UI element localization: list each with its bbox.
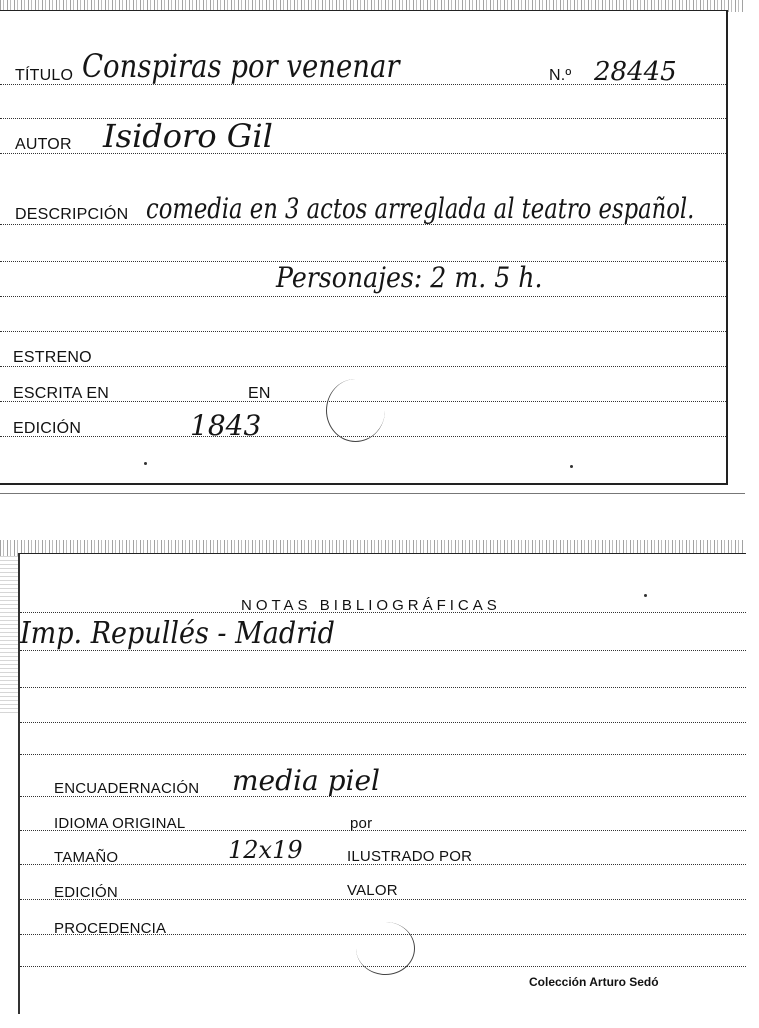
rule xyxy=(20,612,746,613)
descripcion-label: DESCRIPCIÓN xyxy=(15,206,129,223)
autor-value: Isidoro Gil xyxy=(103,117,273,155)
scan-noise-side xyxy=(0,556,18,716)
ilustrado-por-label: ILUSTRADO POR xyxy=(347,848,473,865)
en-label: EN xyxy=(248,385,271,402)
tamano-label: TAMAÑO xyxy=(54,849,119,866)
estreno-label: ESTRENO xyxy=(13,349,92,366)
edicion-label: EDICIÓN xyxy=(13,420,82,437)
numero-label: N.º xyxy=(549,67,572,84)
notas-value: Imp. Repullés - Madrid xyxy=(20,616,335,651)
catalog-card-bottom xyxy=(18,553,746,1014)
rule xyxy=(0,296,726,297)
rule xyxy=(20,722,746,723)
titulo-label: TÍTULO xyxy=(15,67,74,84)
rule xyxy=(20,650,746,651)
coleccion-footer: Colección Arturo Sedó xyxy=(529,975,659,989)
notas-title: NOTAS BIBLIOGRÁFICAS xyxy=(241,597,501,614)
personajes-value: Personajes: 2 m. 5 h. xyxy=(276,261,543,294)
scan-divider xyxy=(0,493,745,494)
tamano-value: 12x19 xyxy=(228,836,303,864)
titulo-value: Conspiras por venenar xyxy=(82,47,400,85)
escrita-en-label: ESCRITA EN xyxy=(13,385,109,402)
autor-label: AUTOR xyxy=(15,136,72,153)
edicion-value: 1843 xyxy=(190,409,262,442)
rule xyxy=(0,331,726,332)
catalog-card-top xyxy=(0,10,728,485)
descripcion-value: comedia en 3 actos arreglada al teatro español. xyxy=(146,192,695,225)
valor-label: VALOR xyxy=(347,882,398,899)
rule xyxy=(20,899,746,900)
numero-value: 28445 xyxy=(594,57,677,87)
punch-hole xyxy=(326,379,385,442)
edicion-label: EDICIÓN xyxy=(54,884,118,901)
speck xyxy=(570,465,573,468)
encuadernacion-label: ENCUADERNACIÓN xyxy=(54,780,200,797)
rule xyxy=(0,366,726,367)
speck xyxy=(144,462,147,465)
speck xyxy=(644,594,647,597)
rule xyxy=(20,754,746,755)
por-label: por xyxy=(350,815,373,832)
idioma-original-label: IDIOMA ORIGINAL xyxy=(54,815,186,832)
punch-hole xyxy=(356,922,415,975)
rule xyxy=(20,687,746,688)
procedencia-label: PROCEDENCIA xyxy=(54,920,167,937)
encuadernacion-value: media piel xyxy=(232,764,380,797)
